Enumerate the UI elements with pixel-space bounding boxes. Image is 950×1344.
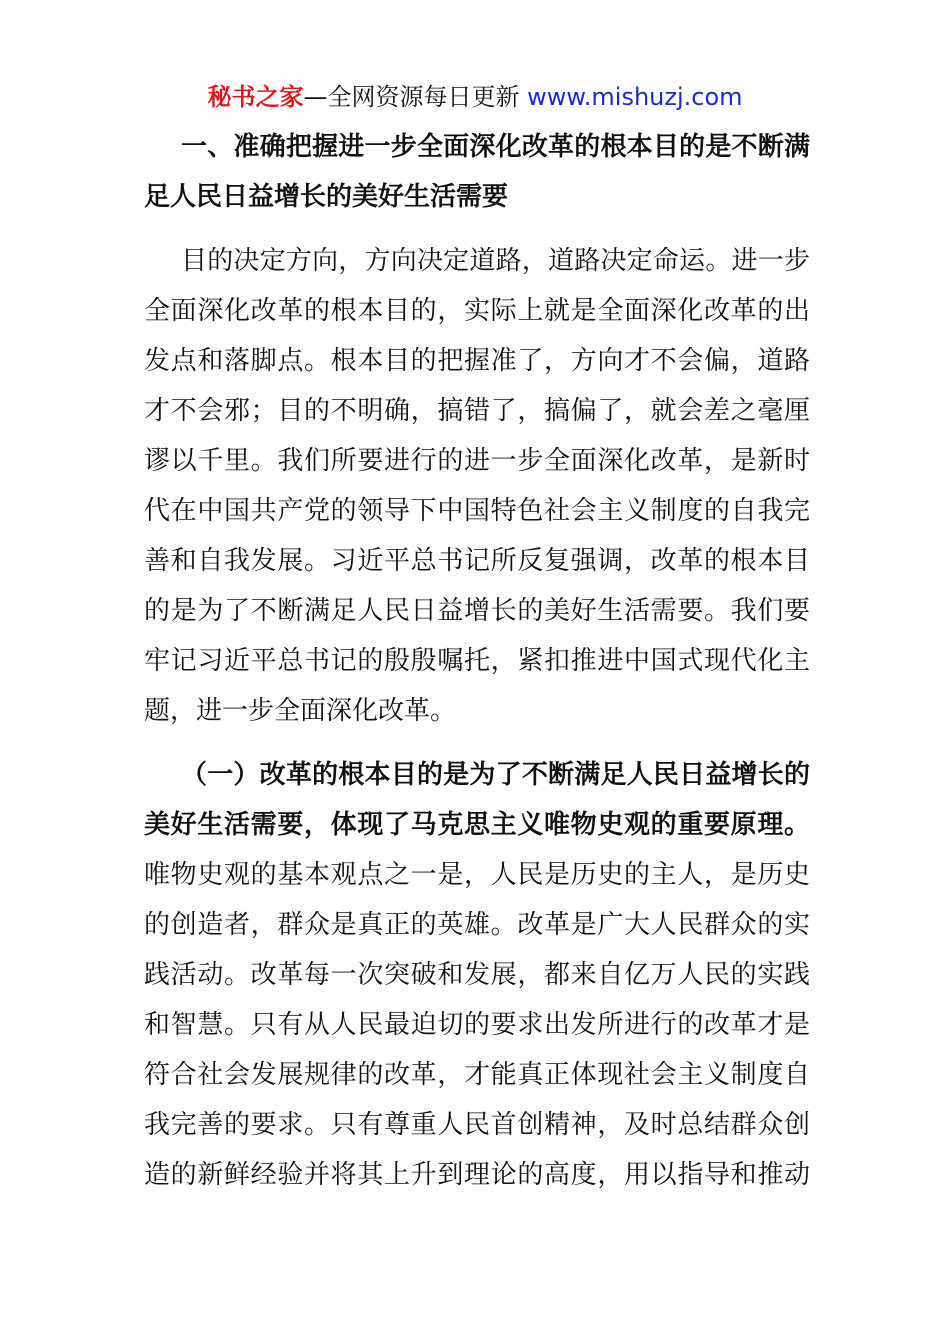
paragraph-line: 我完善的要求。只有尊重人民首创精神，及时总结群众创	[144, 1110, 810, 1140]
header-tagline: —全网资源每日更新	[303, 83, 520, 111]
paragraph-line: 的是为了不断满足人民日益增长的美好生活需要。我们要	[144, 596, 810, 626]
paragraph-line: 题，进一步全面深化改革。	[144, 696, 457, 726]
subsection-paragraph	[144, 750, 810, 1200]
watermark-header	[0, 80, 950, 114]
paragraph-line: 善和自我发展。习近平总书记所反复强调，改革的根本目	[144, 546, 810, 576]
paragraph-line: 符合社会发展规律的改革，才能真正体现社会主义制度自	[144, 1060, 810, 1090]
subheading-line: （一）改革的根本目的是为了不断满足人民日益增长的	[181, 760, 810, 790]
brand-name: 秘书之家	[207, 83, 304, 111]
paragraph	[144, 236, 810, 736]
paragraph-line: 践活动。改革每一次突破和发展，都来自亿万人民的实践	[144, 960, 810, 990]
site-link[interactable]: www.mishuzj.com	[519, 83, 743, 111]
heading-line: 一、准确把握进一步全面深化改革的根本目的是不断满	[181, 132, 810, 162]
paragraph-line: 代在中国共产党的领导下中国特色社会主义制度的自我完	[144, 496, 810, 526]
paragraph-line: 唯物史观的基本观点之一是，人民是历史的主人，是历史	[144, 860, 810, 890]
paragraph-line: 目的决定方向，方向决定道路，道路决定命运。进一步	[181, 246, 810, 276]
paragraph-line: 牢记习近平总书记的殷殷嘱托，紧扣推进中国式现代化主	[144, 646, 810, 676]
heading-line: 足人民日益增长的美好生活需要	[144, 182, 509, 212]
paragraph-line: 谬以千里。我们所要进行的进一步全面深化改革，是新时	[144, 446, 810, 476]
document-body	[144, 122, 810, 1200]
paragraph-line: 造的新鲜经验并将其上升到理论的高度，用以指导和推动	[144, 1160, 810, 1190]
paragraph-line: 全面深化改革的根本目的，实际上就是全面深化改革的出	[144, 296, 810, 326]
paragraph-line: 和智慧。只有从人民最迫切的要求出发所进行的改革才是	[144, 1010, 810, 1040]
paragraph-line: 发点和落脚点。根本目的把握准了，方向才不会偏，道路	[144, 346, 810, 376]
subheading-line: 美好生活需要，体现了马克思主义唯物史观的重要原理。	[144, 810, 810, 840]
section-heading	[144, 122, 810, 222]
paragraph-line: 的创造者，群众是真正的英雄。改革是广大人民群众的实	[144, 910, 810, 940]
paragraph-line: 才不会邪；目的不明确，搞错了，搞偏了，就会差之毫厘	[144, 396, 810, 426]
